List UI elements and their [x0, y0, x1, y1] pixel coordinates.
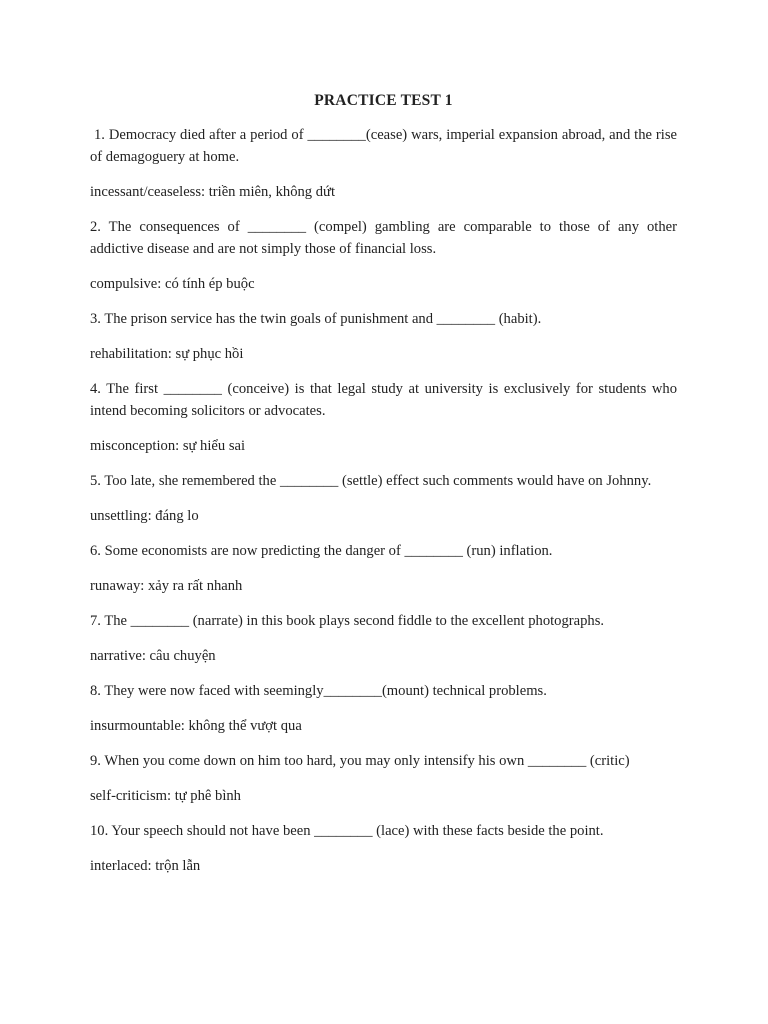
question-7: 7. The ________ (narrate) in this book plays second fiddle to the excellent photographs. — [90, 613, 605, 629]
question-5: 5. Too late, she remembered the ________ (settle) effect such comments would have on Johnny. — [90, 473, 652, 489]
question-2: 2. The consequences of ________ (compel) gambling are comparable to those of any other addictive disease and are not simply those of financial loss. — [90, 219, 677, 257]
question-10: 10. Your speech should not have been ________ (lace) with these facts beside the point. — [90, 823, 604, 839]
answer-2: compulsive: có tính ép buộc — [90, 276, 255, 292]
page-title: PRACTICE TEST 1 — [314, 92, 453, 109]
question-9: 9. When you come down on him too hard, you may only intensify his own ________ (critic) — [90, 753, 630, 769]
answer-1: incessant/ceaseless: triền miên, không dứt — [90, 184, 335, 200]
exercise-item-5 — [90, 470, 677, 527]
answer-5: unsettling: đáng lo — [90, 508, 199, 524]
answer-6: runaway: xảy ra rất nhanh — [90, 578, 243, 594]
answer-9: self-criticism: tự phê bình — [90, 788, 241, 804]
exercise-item-4 — [90, 378, 677, 457]
exercise-item-7 — [90, 610, 677, 667]
answer-7: narrative: câu chuyện — [90, 648, 216, 664]
answer-10: interlaced: trộn lẫn — [90, 858, 201, 874]
question-8: 8. They were now faced with seemingly________(mount) technical problems. — [90, 683, 547, 699]
exercise-item-9 — [90, 750, 677, 807]
answer-4: misconception: sự hiểu sai — [90, 438, 246, 454]
question-6: 6. Some economists are now predicting the danger of ________ (run) inflation. — [90, 543, 553, 559]
question-1: 1. Democracy died after a period of ________(cease) wars, imperial expansion abroad, and the rise of demagoguery at home. — [90, 127, 677, 165]
answer-3: rehabilitation: sự phục hồi — [90, 346, 244, 362]
exercise-item-6 — [90, 540, 677, 597]
exercise-item-1 — [90, 124, 677, 203]
exercise-item-3 — [90, 308, 677, 365]
answer-8: insurmountable: không thể vượt qua — [90, 718, 302, 734]
exercise-item-10 — [90, 820, 677, 877]
question-3: 3. The prison service has the twin goals of punishment and ________ (habit). — [90, 311, 542, 327]
question-4: 4. The first ________ (conceive) is that legal study at university is exclusively for students who intend becoming solicitors or advocates. — [90, 381, 677, 419]
exercise-item-8 — [90, 680, 677, 737]
exercise-item-2 — [90, 216, 677, 295]
